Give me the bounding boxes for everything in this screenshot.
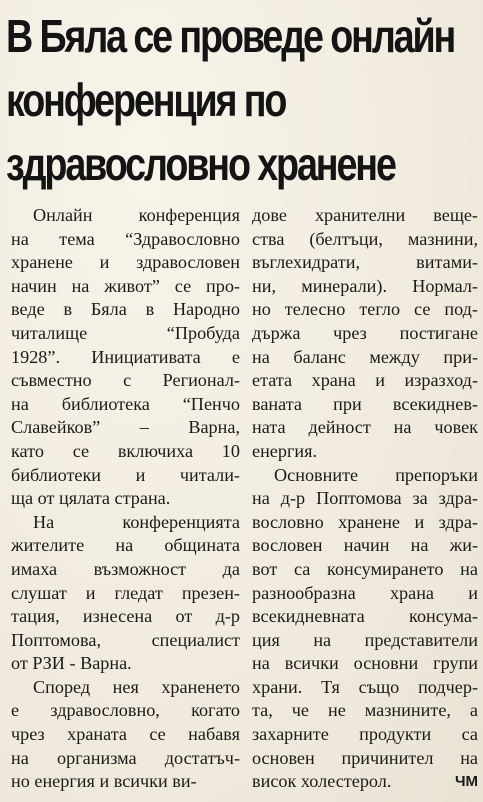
article-closing-line <box>252 770 478 794</box>
article-text-line: чрез храната се набавя <box>11 724 240 745</box>
article-text-line: висок холестерол. <box>252 771 392 792</box>
article-column-right <box>252 204 478 794</box>
article-text-line: тация, изнесена от д-р <box>11 606 240 627</box>
article-text-line: Основните препоръки <box>274 464 478 485</box>
article-text-line: Според нея храненето <box>33 676 240 697</box>
article-text-line: жителите на общината <box>11 535 240 556</box>
article-text-line: Славейков” – Варна, <box>11 417 240 438</box>
article-text-line: енергия. <box>252 440 318 461</box>
article-text-line: разнообразна храна и <box>252 582 478 603</box>
article-text-line: на всички основни групи <box>252 653 478 674</box>
article-text-line: вословен начин на жи- <box>252 535 478 556</box>
article-text-line: като се включиха 10 <box>11 440 240 461</box>
article-text-line: Онлайн конференция <box>33 205 240 225</box>
article-text-line: вот са консумирането на <box>252 558 478 579</box>
article-headline <box>6 4 455 196</box>
article-text-line: ща от цялата страна. <box>11 488 171 509</box>
article-text-line: е здравословно, когато <box>11 700 240 721</box>
article-text-line: захарните продукти са <box>252 724 478 745</box>
article-text-line: но енергия и всички ви- <box>11 771 197 792</box>
headline-line: конференция по <box>6 74 286 126</box>
article-text-line: държа чрез постигане <box>252 322 478 343</box>
headline-line: здравословно хранене <box>6 138 395 190</box>
article-text-line: начин на живот” се про- <box>11 275 240 296</box>
article-text-line: на организма достатъч- <box>11 747 240 768</box>
author-initials: ЧМ <box>454 773 478 791</box>
article-text-line: На конференцията <box>33 511 240 532</box>
article-text-line: но телесно тегло се под- <box>252 299 478 320</box>
article-text-line: читалище “Пробуда <box>11 322 240 343</box>
article-text-line: въглехидрати, витами- <box>252 252 478 273</box>
article-text-line: вословно хранене и здра- <box>252 511 478 532</box>
article-text-line: на д-р Поптомова за здра- <box>252 488 478 509</box>
article-text-line: Поптомова, специалист <box>11 629 240 650</box>
article-text-line: съвместно с Регионал- <box>11 370 240 391</box>
article-text-line: та, че не мазнините, а <box>252 700 478 721</box>
article-text-line: ната дейност на човек <box>252 417 478 438</box>
article-text-line: основен причинител на <box>252 747 478 768</box>
article-text-line: на баланс между при- <box>252 346 478 367</box>
article-text-line: ни, минерали). Нормал- <box>252 275 478 296</box>
article-text-line: ства (белтъци, мазнини, <box>252 228 478 249</box>
article-text-line: веде в Бяла в Народно <box>11 299 240 320</box>
article-text-line: 1928”. Инициативата е <box>11 346 240 367</box>
article-text-line: от РЗИ - Варна. <box>11 653 132 674</box>
article-text-line: всекидневната консума- <box>252 606 478 627</box>
article-text-line: слушат и гледат презен- <box>11 582 240 603</box>
article-text-line: на библиотека “Пенчо <box>11 393 240 414</box>
article-text-line: ваната при всекиднев- <box>252 393 478 414</box>
article-column-left <box>11 204 240 794</box>
article-text-line: дове хранителни веще- <box>252 205 478 225</box>
article-text-line: етата храна и изразход- <box>252 370 478 391</box>
article-text-line: библиотеки и читали- <box>11 464 240 485</box>
article-text-line: ция на представители <box>252 629 478 650</box>
article-text-line: на тема “Здравословно <box>11 228 240 249</box>
article-text-line: храни. Тя също подчер- <box>252 676 478 697</box>
article-text-line: хранене и здравословен <box>11 252 240 273</box>
article-text-line: имаха възможност да <box>11 558 240 579</box>
headline-line: В Бяла се проведе онлайн <box>6 10 455 62</box>
